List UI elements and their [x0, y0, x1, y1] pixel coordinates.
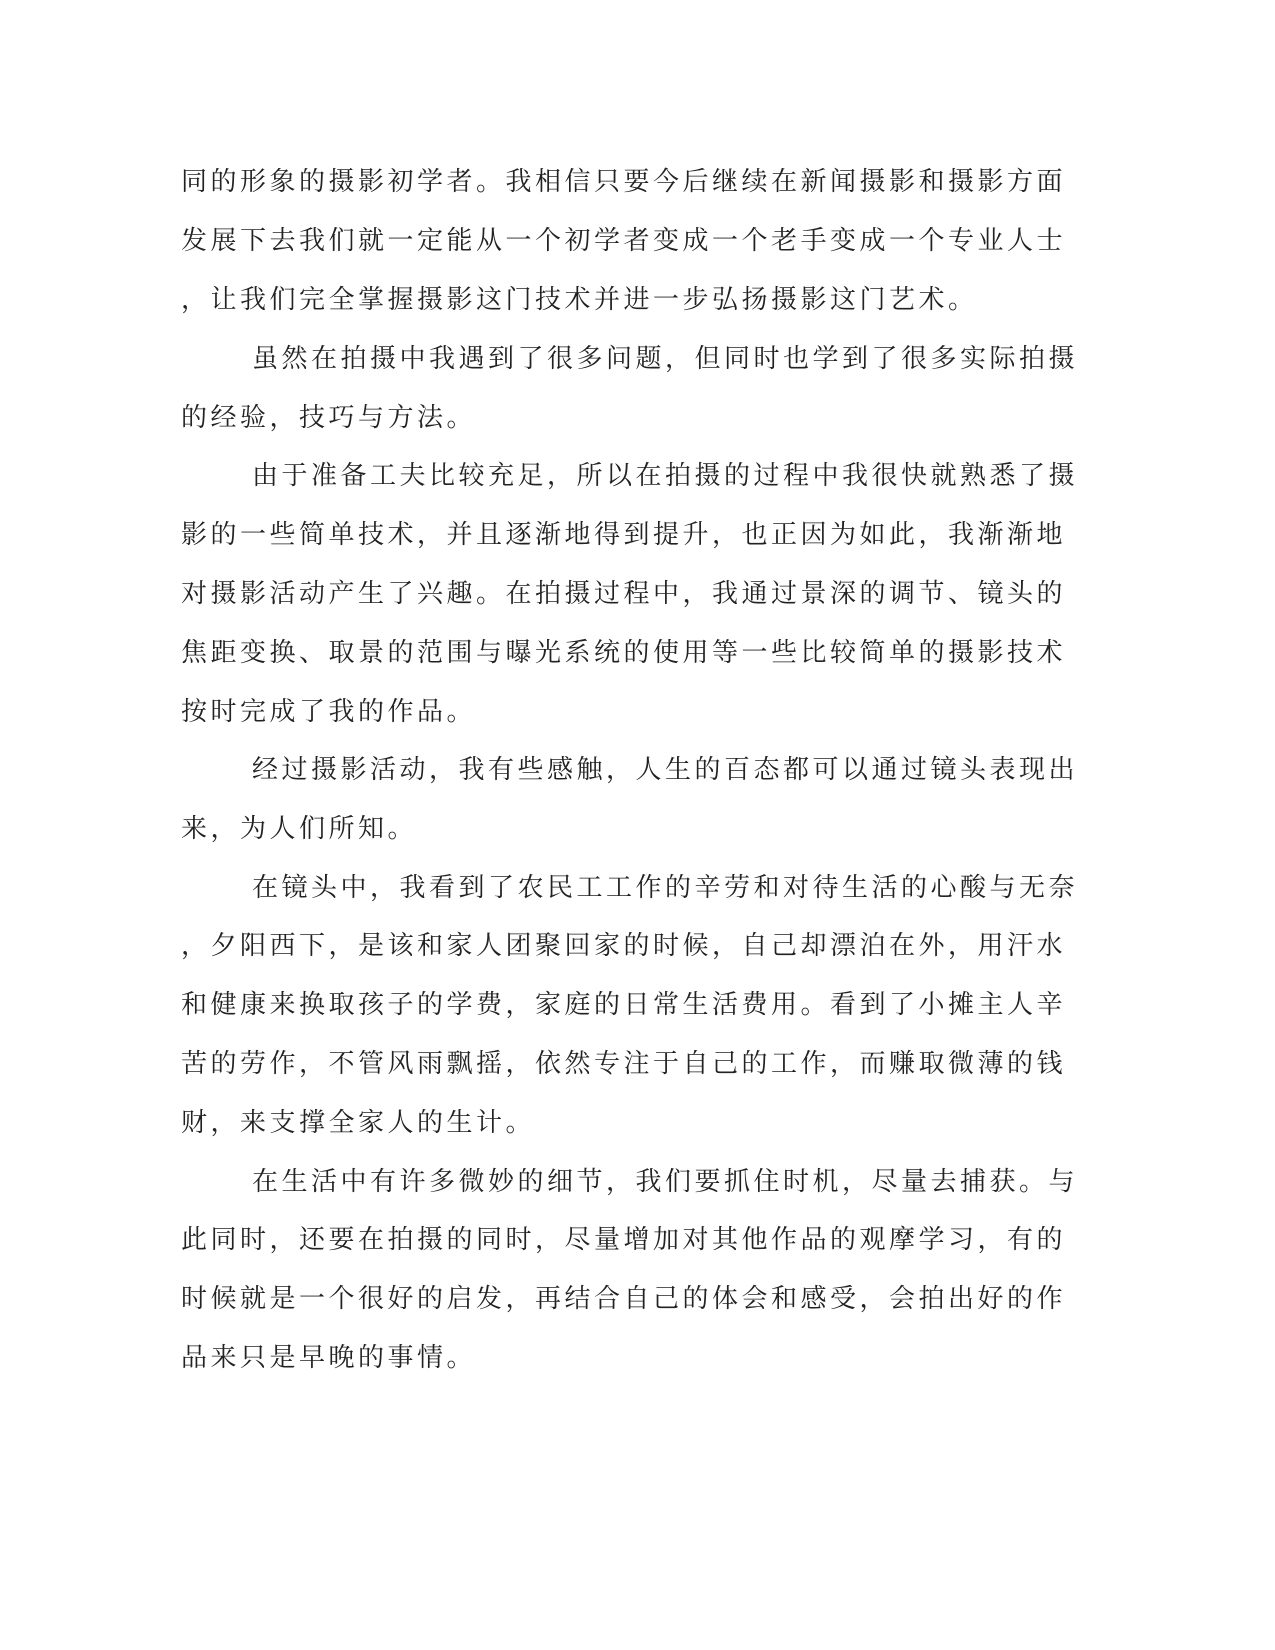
text-line: 的经验，技巧与方法。 [181, 403, 477, 433]
text-line: 财，来支撑全家人的生计。 [181, 1108, 536, 1138]
paragraph-start-line: 由于准备工夫比较充足，所以在拍摄的过程中我很快就熟悉了摄 [252, 461, 1079, 491]
text-line: 来，为人们所知。 [181, 814, 418, 844]
text-line: 和健康来换取孩子的学费，家庭的日常生活费用。看到了小摊主人辛 [181, 990, 1067, 1020]
paragraph-start-line: 在生活中有许多微妙的细节，我们要抓住时机，尽量去捕获。与 [252, 1167, 1079, 1197]
text-line: 同的形象的摄影初学者。我相信只要今后继续在新闻摄影和摄影方面 [181, 167, 1067, 197]
text-line: 此同时，还要在拍摄的同时，尽量增加对其他作品的观摩学习，有的 [181, 1225, 1067, 1255]
text-line: 对摄影活动产生了兴趣。在拍摄过程中，我通过景深的调节、镜头的 [181, 579, 1067, 609]
paragraph-start-line: 经过摄影活动，我有些感触，人生的百态都可以通过镜头表现出 [252, 755, 1079, 785]
paragraph-start-line: 在镜头中，我看到了农民工工作的辛劳和对待生活的心酸与无奈 [252, 873, 1079, 903]
text-line: 影的一些简单技术，并且逐渐地得到提升，也正因为如此，我渐渐地 [181, 520, 1067, 550]
text-line: 苦的劳作，不管风雨飘摇，依然专注于自己的工作，而赚取微薄的钱 [181, 1049, 1067, 1079]
text-line: 时候就是一个很好的启发，再结合自己的体会和感受，会拍出好的作 [181, 1284, 1067, 1314]
text-line: 焦距变换、取景的范围与曝光系统的使用等一些比较简单的摄影技术 [181, 638, 1067, 668]
text-line: 发展下去我们就一定能从一个初学者变成一个老手变成一个专业人士 [181, 226, 1067, 256]
text-line: 品来只是早晚的事情。 [181, 1343, 477, 1373]
text-line: 按时完成了我的作品。 [181, 697, 477, 727]
text-line: ，让我们完全掌握摄影这门技术并进一步弘扬摄影这门艺术。 [181, 285, 978, 315]
text-line: ，夕阳西下，是该和家人团聚回家的时候，自己却漂泊在外，用汗水 [181, 931, 1067, 961]
paragraph-start-line: 虽然在拍摄中我遇到了很多问题，但同时也学到了很多实际拍摄 [252, 344, 1079, 374]
